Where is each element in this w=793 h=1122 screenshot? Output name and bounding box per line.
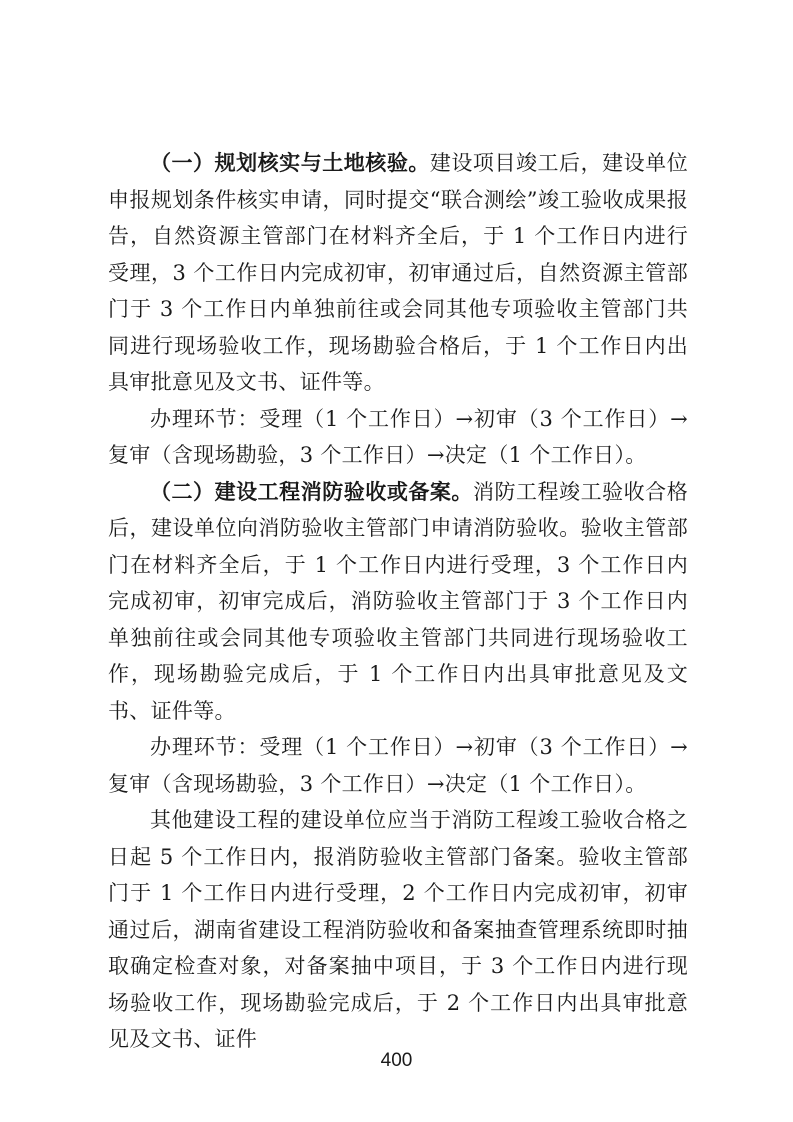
paragraph-text: 消防工程竣工验收合格后，建设单位向消防验收主管部门申请消防验收。验收主管部门在材料齐全后，于 1 个工作日内进行受理，3 个工作日内完成初审，初审完成后，消防验收主管部门于 3 个工作日内单独前往或会同其他专项验收主管部门共同进行现场验收工作，现场勘验完成后，于 1 个工作日内出具审批意见及文书、证件等。 — [108, 479, 688, 723]
paragraph-text: 建设项目竣工后，建设单位申报规划条件核实申请，同时提交“联合测绘”竣工验收成果报告，自然资源主管部门在材料齐全后，于 1 个工作日内进行受理，3 个工作日内完成初审，初审通过后，自然资源主管部门于 3 个工作日内单独前往或会同其他专项验收主管部门共同进行现场验收工作，现场勘验合格后，于 1 个工作日内出具审批意见及文书、证件等。 — [108, 151, 688, 394]
paragraph-procedure-planning — [108, 401, 688, 474]
page-number: 400 — [380, 1050, 413, 1071]
paragraph-fire-acceptance — [108, 474, 688, 730]
paragraph-procedure-fire — [108, 729, 688, 802]
document-body — [108, 145, 688, 1058]
paragraph-text: 办理环节：受理（1 个工作日）→初审（3 个工作日）→复审（含现场勘验，3 个工作日）→决定（1 个工作日）。 — [108, 406, 688, 467]
paragraph-other-projects — [108, 802, 688, 1058]
paragraph-planning-verification — [108, 145, 688, 401]
section-heading-fire: （二）建设工程消防验收或备案。 — [150, 479, 473, 504]
section-heading-planning: （一）规划核实与土地核验。 — [150, 151, 430, 175]
paragraph-text: 其他建设工程的建设单位应当于消防工程竣工验收合格之日起 5 个工作日内，报消防验收主管部门备案。验收主管部门于 1 个工作日内进行受理，2 个工作日内完成初审，初审通过后，湖南省建设工程消防验收和备案抽查管理系统即时抽取确定检查对象，对备案抽中项目，于 3 个工作日内进行现场验收工作，现场勘验完成后，于 2 个工作日内出具审批意见及文书、证件 — [108, 808, 688, 1051]
paragraph-text: 办理环节：受理（1 个工作日）→初审（3 个工作日）→复审（含现场勘验，3 个工作日）→决定（1 个工作日）。 — [108, 735, 688, 796]
